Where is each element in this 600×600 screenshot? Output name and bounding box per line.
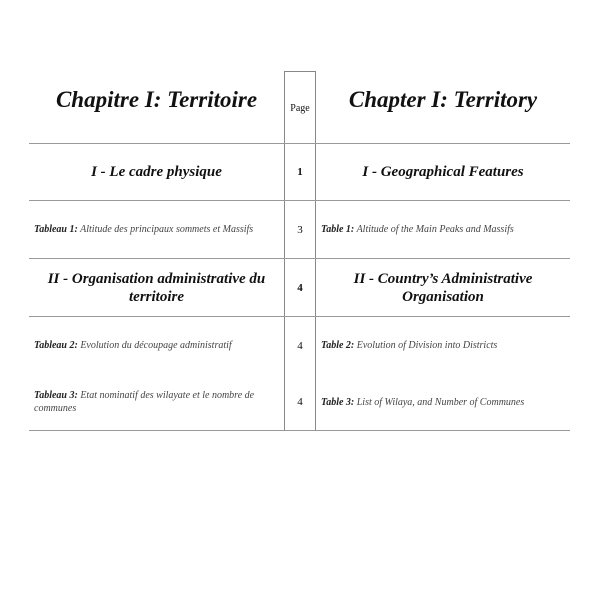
fr-table-3[interactable] (29, 374, 284, 430)
fr-section-1: I - Le cadre physique (91, 164, 222, 180)
en-table-2[interactable] (316, 317, 570, 374)
label: Tableau 3: (34, 390, 78, 401)
fr-section-2: II - Organisation administrative du territoire (47, 270, 266, 305)
fr-table-2[interactable] (29, 317, 284, 374)
fr-table-1[interactable] (29, 201, 284, 258)
text: Altitude of the Main Peaks and Massifs (354, 224, 514, 235)
page-number: 4 (297, 281, 303, 294)
page-header: Page (290, 102, 310, 114)
fr-chapter-title: Chapitre I: Territoire (55, 87, 258, 112)
page-number: 3 (297, 223, 303, 236)
page-number: 4 (297, 339, 303, 352)
text: List of Wilaya, and Number of Communes (354, 396, 525, 408)
label: Tableau 1: (34, 224, 78, 235)
divider (29, 430, 570, 431)
text: Etat nominatif des wilayate et le nombre de communes (34, 390, 255, 414)
en-chapter-title: Chapter I: Territory (348, 87, 538, 112)
page-number: 1 (297, 166, 303, 178)
label: Table 1: (321, 224, 355, 235)
label: Table 2: (321, 340, 355, 351)
en-table-3[interactable] (316, 374, 570, 430)
en-section-2: II - Country’s Administrative Organisation (353, 270, 533, 305)
en-table-1[interactable] (316, 201, 570, 258)
text: Evolution du découpage administratif (77, 340, 232, 351)
text: Altitude des principaux sommets et Massifs (77, 224, 254, 235)
en-section-1: I - Geographical Features (362, 164, 524, 180)
page-number: 4 (297, 396, 303, 408)
label: Table 3: (321, 396, 355, 408)
label: Tableau 2: (34, 340, 78, 351)
text: Evolution of Division into Districts (354, 340, 498, 351)
